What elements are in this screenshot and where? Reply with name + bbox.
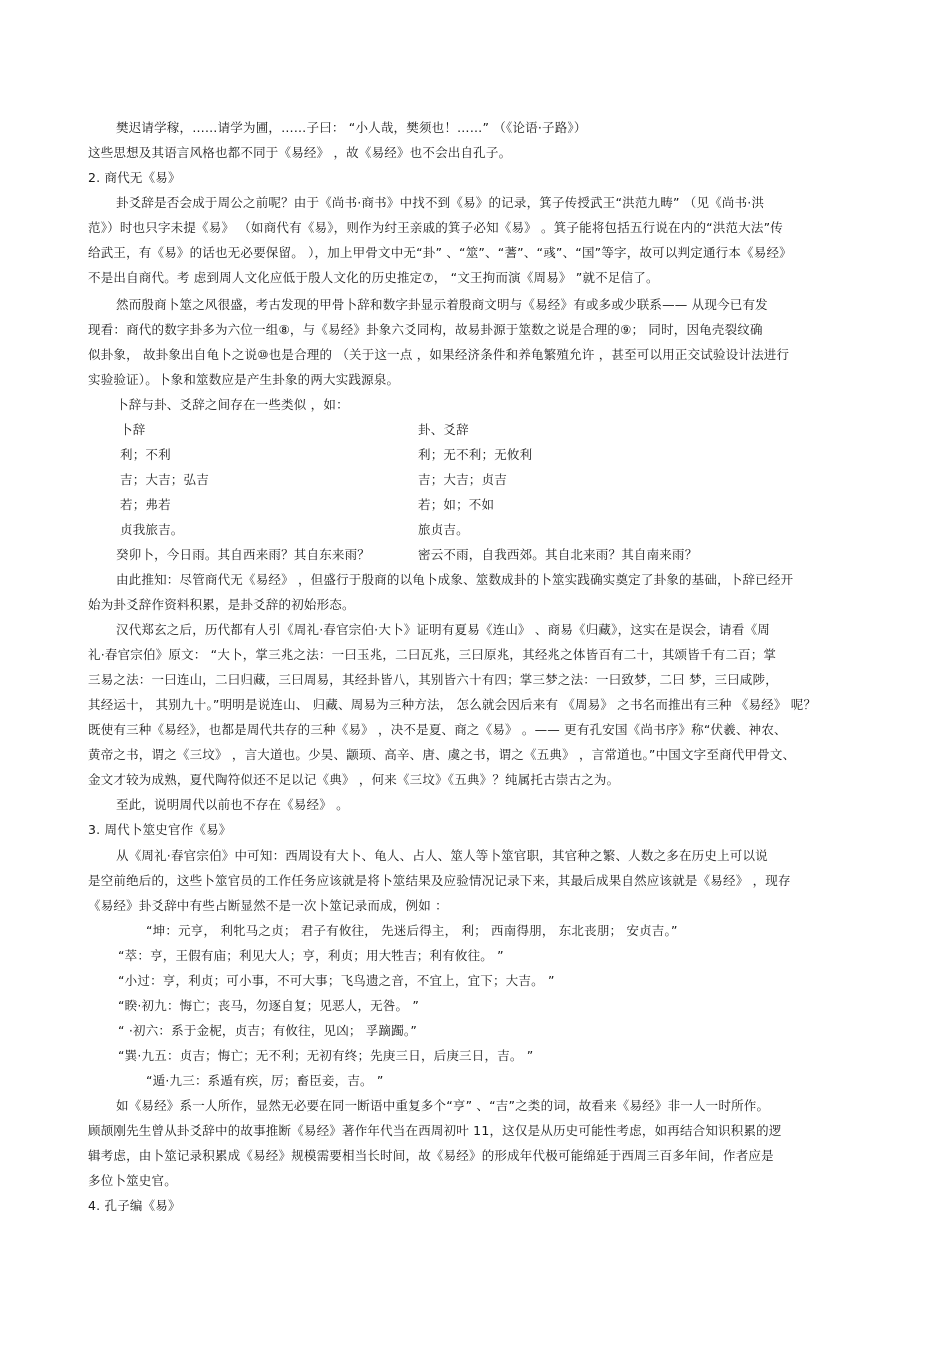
text-line: 卦爻辞是否会成于周公之前呢？由于《尚书·商书》中找不到《易》的记录，箕子传授武王“洪范九畴” （见《尚书·洪	[116, 195, 765, 210]
text-line: “小过：亨，利贞；可小事，不可大事；飞鸟遗之音，不宜上，宜下；大吉。 ”	[118, 973, 555, 988]
text-line: 多位卜筮史官。	[88, 1173, 177, 1188]
text-line: “萃：亨，王假有庙；利见大人；亨，利贞；用大牲吉；利有攸往。 ”	[118, 948, 504, 963]
text-line: 利；无不利；无攸利	[418, 447, 533, 462]
text-line: 卦、爻辞	[418, 422, 469, 437]
text-line: 卜辞	[120, 422, 146, 437]
text-line: 吉；大吉；贞吉	[418, 472, 507, 487]
text-line: 密云不雨，自我西郊。其自北来雨？其自南来雨？	[418, 547, 698, 562]
text-line: 是空前绝后的，这些卜筮官员的工作任务应该就是将卜筮结果及应验情况记录下来，其最后成果自然应该就是《易经》 ，现存	[88, 873, 791, 888]
text-line: 金文才较为成熟，夏代陶符似还不足以记《典》 ，何来《三坟》《五典》？纯属托古崇古之为。	[88, 772, 620, 787]
text-line: 由此推知：尽管商代无《易经》 ，但盛行于殷商的以龟卜成象、筮数成卦的卜筮实践确实奠定了卦象的基础，卜辞已经开	[116, 572, 794, 587]
text-line: 似卦象， 故卦象出自龟卜之说⑩也是合理的 （关于这一点 ，如果经济条件和养龟繁殖允许 ，甚至可以用正交试验设计法进行	[88, 347, 790, 362]
text-line: 这些思想及其语言风格也都不同于《易经》 ，故《易经》也不会出自孔子。	[88, 145, 512, 160]
text-line: 若；弗若	[120, 497, 171, 512]
text-line: 卜辞与卦、爻辞之间存在一些类似 ，如：	[116, 397, 349, 412]
text-line: 既使有三种《易经》，也都是周代共存的三种《易》 ，决不是夏、商之《易》 。—— 更有孔安国《尚书序》称“伏羲、神农、	[88, 722, 787, 737]
text-line: 3. 周代卜筮史官作《易》	[88, 822, 232, 837]
text-line: 若；如；不如	[418, 497, 495, 512]
text-line: “巽·九五：贞吉；悔亡；无不利；无初有终；先庚三日，后庚三日，吉。 ”	[118, 1048, 534, 1063]
text-line: 辑考虑，由卜筮记录积累成《易经》规模需要相当长时间，故《易经》的形成年代极可能绵延于西周三百多年间，作者应是	[88, 1148, 774, 1163]
text-line: 4. 孔子编《易》	[88, 1198, 181, 1213]
text-line: 癸卯卜，今日雨。其自西来雨？其自东来雨？	[116, 547, 371, 562]
text-line: “遁·九三：系遁有疾，厉；畜臣妾，吉。 ”	[146, 1073, 384, 1088]
text-line: 礼·春官宗伯》原文： “大卜，掌三兆之法：一曰玉兆，二曰瓦兆，三曰原兆，其经兆之体皆百有二十，其颂皆千有二百；掌	[88, 647, 777, 662]
text-line: 至此，说明周代以前也不存在《易经》 。	[116, 797, 349, 812]
text-line: 2. 商代无《易》	[88, 170, 181, 185]
text-line: 贞我旅吉。	[120, 522, 184, 537]
text-line: 给武王，有《易》的话也无必要保留。 ），加上甲骨文中无“卦” 、“筮”、“蓍”、“彧”、“国”等字，故可以判定通行本《易经》	[88, 245, 792, 260]
text-line: “坤：元亨， 利牝马之贞； 君子有攸往， 先迷后得主， 利； 西南得朋， 东北丧朋； 安贞吉。”	[146, 923, 678, 938]
text-line: 三易之法：一曰连山，二曰归藏，三曰周易，其经卦皆八，其别皆六十有四；掌三梦之法：一曰致梦，二曰 梦，三曰咸陟，	[88, 672, 778, 687]
text-line: 如《易经》系一人所作，显然无必要在同一断语中重复多个“亨” 、“吉”之类的词，故看来《易经》非一人一时所作。	[116, 1098, 770, 1113]
text-line: 始为卦爻辞作资料积累，是卦爻辞的初始形态。	[88, 597, 355, 612]
text-line: 汉代郑玄之后，历代都有人引《周礼·春官宗伯·大卜》证明有夏易《连山》 、商易《归藏》，这实在是误会，请看《周	[116, 622, 770, 637]
text-line: 吉；大吉；弘吉	[120, 472, 209, 487]
text-line: 不是出自商代。考 虑到周人文化应低于殷人文化的历史推定⑦， “文王拘而演《周易》 ”就不足信了。	[88, 270, 659, 285]
text-line: 黄帝之书，谓之《三坟》 ，言大道也。少昊、颛顼、高辛、唐、虞之书，谓之《五典》 ，言常道也。”中国文字至商代甲骨文、	[88, 747, 796, 762]
text-line: 其经运十， 其别九十。”明明是说连山、 归藏、周易为三种方法， 怎么就会因后来有 《周易》 之书名而推出有三种 《易经》 呢？	[88, 697, 817, 712]
text-line: 利；不利	[120, 447, 171, 462]
text-line: 现看：商代的数字卦多为六位一组⑧，与《易经》卦象六爻同构，故易卦源于筮数之说是合理的⑨； 同时，因龟壳裂纹确	[88, 322, 763, 337]
text-line: 范》）时也只字未提《易》 （如商代有《易》，则作为纣王亲戚的箕子必知《易》 。箕子能将包括五行说在内的“洪范大法”传	[88, 220, 784, 235]
text-line: 实验验证）。卜象和筮数应是产生卦象的两大实践源泉。	[88, 372, 400, 387]
text-line: 顾颉刚先生曾从卦爻辞中的故事推断《易经》著作年代当在西周初叶 11，这仅是从历史可能性考虑，如再结合知识积累的逻	[88, 1123, 782, 1138]
text-line: 樊迟请学稼，……请学为圃，……子曰： “小人哉，樊须也！……” （《论语·子路》）	[116, 120, 587, 135]
text-line: 然而殷商卜筮之风很盛，考古发现的甲骨卜辞和数字卦显示着殷商文明与《易经》有或多或少联系—— 从现今已有发	[116, 297, 768, 312]
text-line: 《易经》卦爻辞中有些占断显然不是一次卜筮记录而成，例如 ：	[88, 898, 448, 913]
text-line: “睽·初九：悔亡；丧马，勿逐自复；见恶人，无咎。 ”	[118, 998, 420, 1013]
text-line: 从《周礼·春官宗伯》中可知：西周设有大卜、龟人、占人、筮人等卜筮官职，其官种之繁、人数之多在历史上可以说	[116, 848, 768, 863]
text-line: 旅贞吉。	[418, 522, 469, 537]
text-line: “ ·初六：系于金柅，贞吉；有攸往，见凶； 孚蹢躅。”	[118, 1023, 418, 1038]
